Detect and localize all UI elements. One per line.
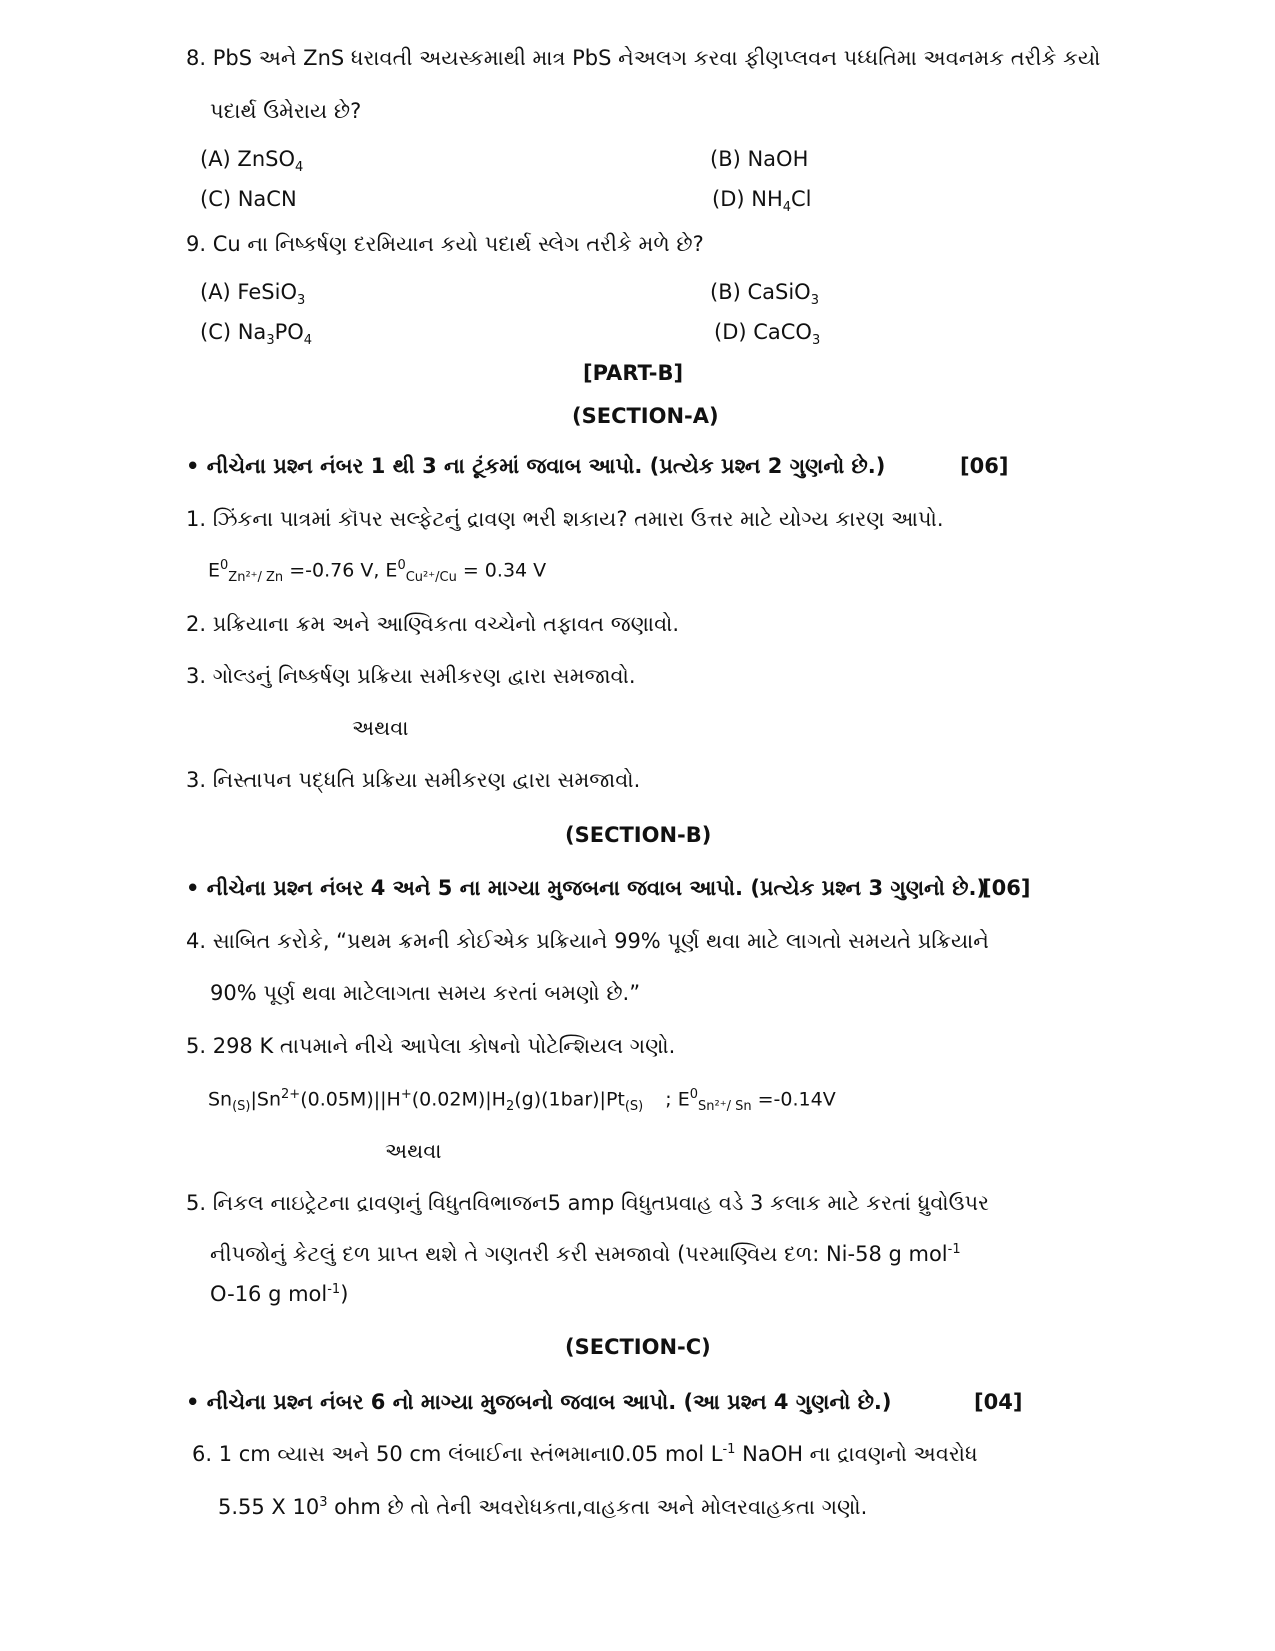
sb-q5-text: 5. 298 K તાપમાને નીચે આપેલા કોષનો પોટેન્શિયલ ગણો. — [186, 1034, 676, 1058]
section-c-marks: [04] — [974, 1390, 1023, 1414]
q9-text: 9. Cu ના નિષ્કર્ષણ દરમિયાન કયો પદાર્થ સ્લેગ તરીકે મળે છે? — [186, 232, 704, 256]
q9-option-d: (D) CaCO$_3$ — [714, 320, 821, 349]
q8-option-b: (B) NaOH — [710, 147, 809, 171]
sb-or: અથવા — [385, 1139, 442, 1163]
sb-q5-alt-line3: O-16 g mol$^{-1}$) — [210, 1282, 349, 1306]
q8-text-line2: પદાર્થ ઉમેરાય છે? — [210, 99, 362, 123]
sb-q4-line2: 90% પૂર્ણ થવા માટેલાગતા સમય કરતાં બમણો છે.” — [210, 981, 641, 1005]
part-b-heading: [PART-B] — [583, 361, 684, 385]
q9-option-c: (C) $Na_3PO_4$ — [200, 320, 313, 349]
q8-text-line1: 8. PbS અને ZnS ધરાવતી અયસ્કમાથી માત્ર PbS નેઅલગ કરવા ફીણપ્લવન પધ્ધતિમા અવનમક તરીકે કયો — [186, 46, 1101, 70]
section-b-heading: (SECTION-B) — [565, 823, 712, 847]
section-c-instruction: • નીચેના પ્રશ્ન નંબર 6 નો માગ્યા મુજબનો જવાબ આપો. (આ પ્રશ્ન 4 ગુણનો છે.) — [186, 1390, 892, 1414]
sc-q6-line1: 6. 1 cm વ્યાસ અને 50 cm લંબાઈના સ્તંભમાના0.05 mol $L^{-1}$ NaOH ના દ્રાવણનો અવરોધ — [192, 1442, 978, 1466]
sa-or: અથવા — [352, 716, 409, 740]
section-a-marks: [06] — [960, 454, 1009, 478]
section-b-instruction: • નીચેના પ્રશ્ન નંબર 4 અને 5 ના માગ્યા મુજબના જવાબ આપો. (પ્રત્યેક પ્રશ્ન 3 ગુણનો છે.) — [186, 876, 987, 900]
q9-option-a: (A) FeSiO$_3$ — [200, 280, 306, 309]
q9-option-b: (B) CaSiO$_3$ — [710, 280, 819, 309]
sa-q3-text: 3. ગોલ્ડનું નિષ્કર્ષણ પ્રક્રિયા સમીકરણ દ્વારા સમજાવો. — [186, 664, 636, 688]
sa-q3-alt-text: 3. નિસ્તાપન પદ્ધતિ પ્રક્રિયા સમીકરણ દ્વારા સમજાવો. — [186, 768, 641, 792]
section-a-instruction: • નીચેના પ્રશ્ન નંબર 1 થી 3 ના ટૂંકમાં જવાબ આપો. (પ્રત્યેક પ્રશ્ન 2 ગુણનો છે.) — [186, 454, 886, 478]
sb-q5-alt-line1: 5. નિકલ નાઇટ્રેટના દ્રાવણનું વિધુતવિભાજન5 amp વિધુતપ્રવાહ વડે 3 કલાક માટે કરતાં ધ્રુવોઉપર — [186, 1191, 990, 1215]
sc-q6-line2: 5.55 X $10^3$ ohm છે તો તેની અવરોધકતા,વાહકતા અને મોલરવાહકતા ગણો. — [218, 1495, 868, 1519]
q8-option-a: (A) ZnSO$_4$ — [200, 147, 304, 176]
sa-q2-text: 2. પ્રક્રિયાના ક્રમ અને આણ્વિકતા વચ્ચેનો તફાવત જણાવો. — [186, 612, 680, 636]
section-c-heading: (SECTION-C) — [565, 1335, 711, 1359]
sa-q1-text: 1. ઝિંકના પાત્રમાં કૉપર સલ્ફેટનું દ્રાવણ ભરી શકાય? તમારા ઉત્તર માટે યોગ્ય કારણ આપો. — [186, 507, 944, 531]
q8-option-d: (D) $NH_4Cl$ — [712, 187, 812, 216]
section-a-heading: (SECTION-A) — [572, 404, 719, 428]
q8-option-c: (C) NaCN — [200, 187, 297, 211]
sb-q5-alt-line2: નીપજોનું કેટલું દળ પ્રાપ્ત થશે તે ગણતરી કરી સમજાવો (પરમાણ્વિય દળ: Ni-58 g mol$^{-1}$ — [210, 1242, 961, 1266]
sb-q5-cell-notation: $Sn_{(S)}|Sn^{2+}(0.05M)||H^+(0.02M)|H_2(g)(1bar)|Pt_{(S)}$ ; $E^0_{Sn^{2+}/ Sn} =-0.14V$ — [208, 1087, 836, 1115]
sa-q1-potentials: $E^0_{Zn^{2+}/ Zn} =-0.76$ V, $E^0_{Cu^{2+}/Cu} = 0.34$ V — [208, 558, 547, 586]
section-b-marks: [06] — [982, 876, 1031, 900]
sb-q4-line1: 4. સાબિત કરોકે, “પ્રથમ ક્રમની કોઈએક પ્રક્રિયાને 99% પૂર્ણ થવા માટે લાગતો સમયતે પ્રક્રિયાને — [186, 929, 989, 953]
